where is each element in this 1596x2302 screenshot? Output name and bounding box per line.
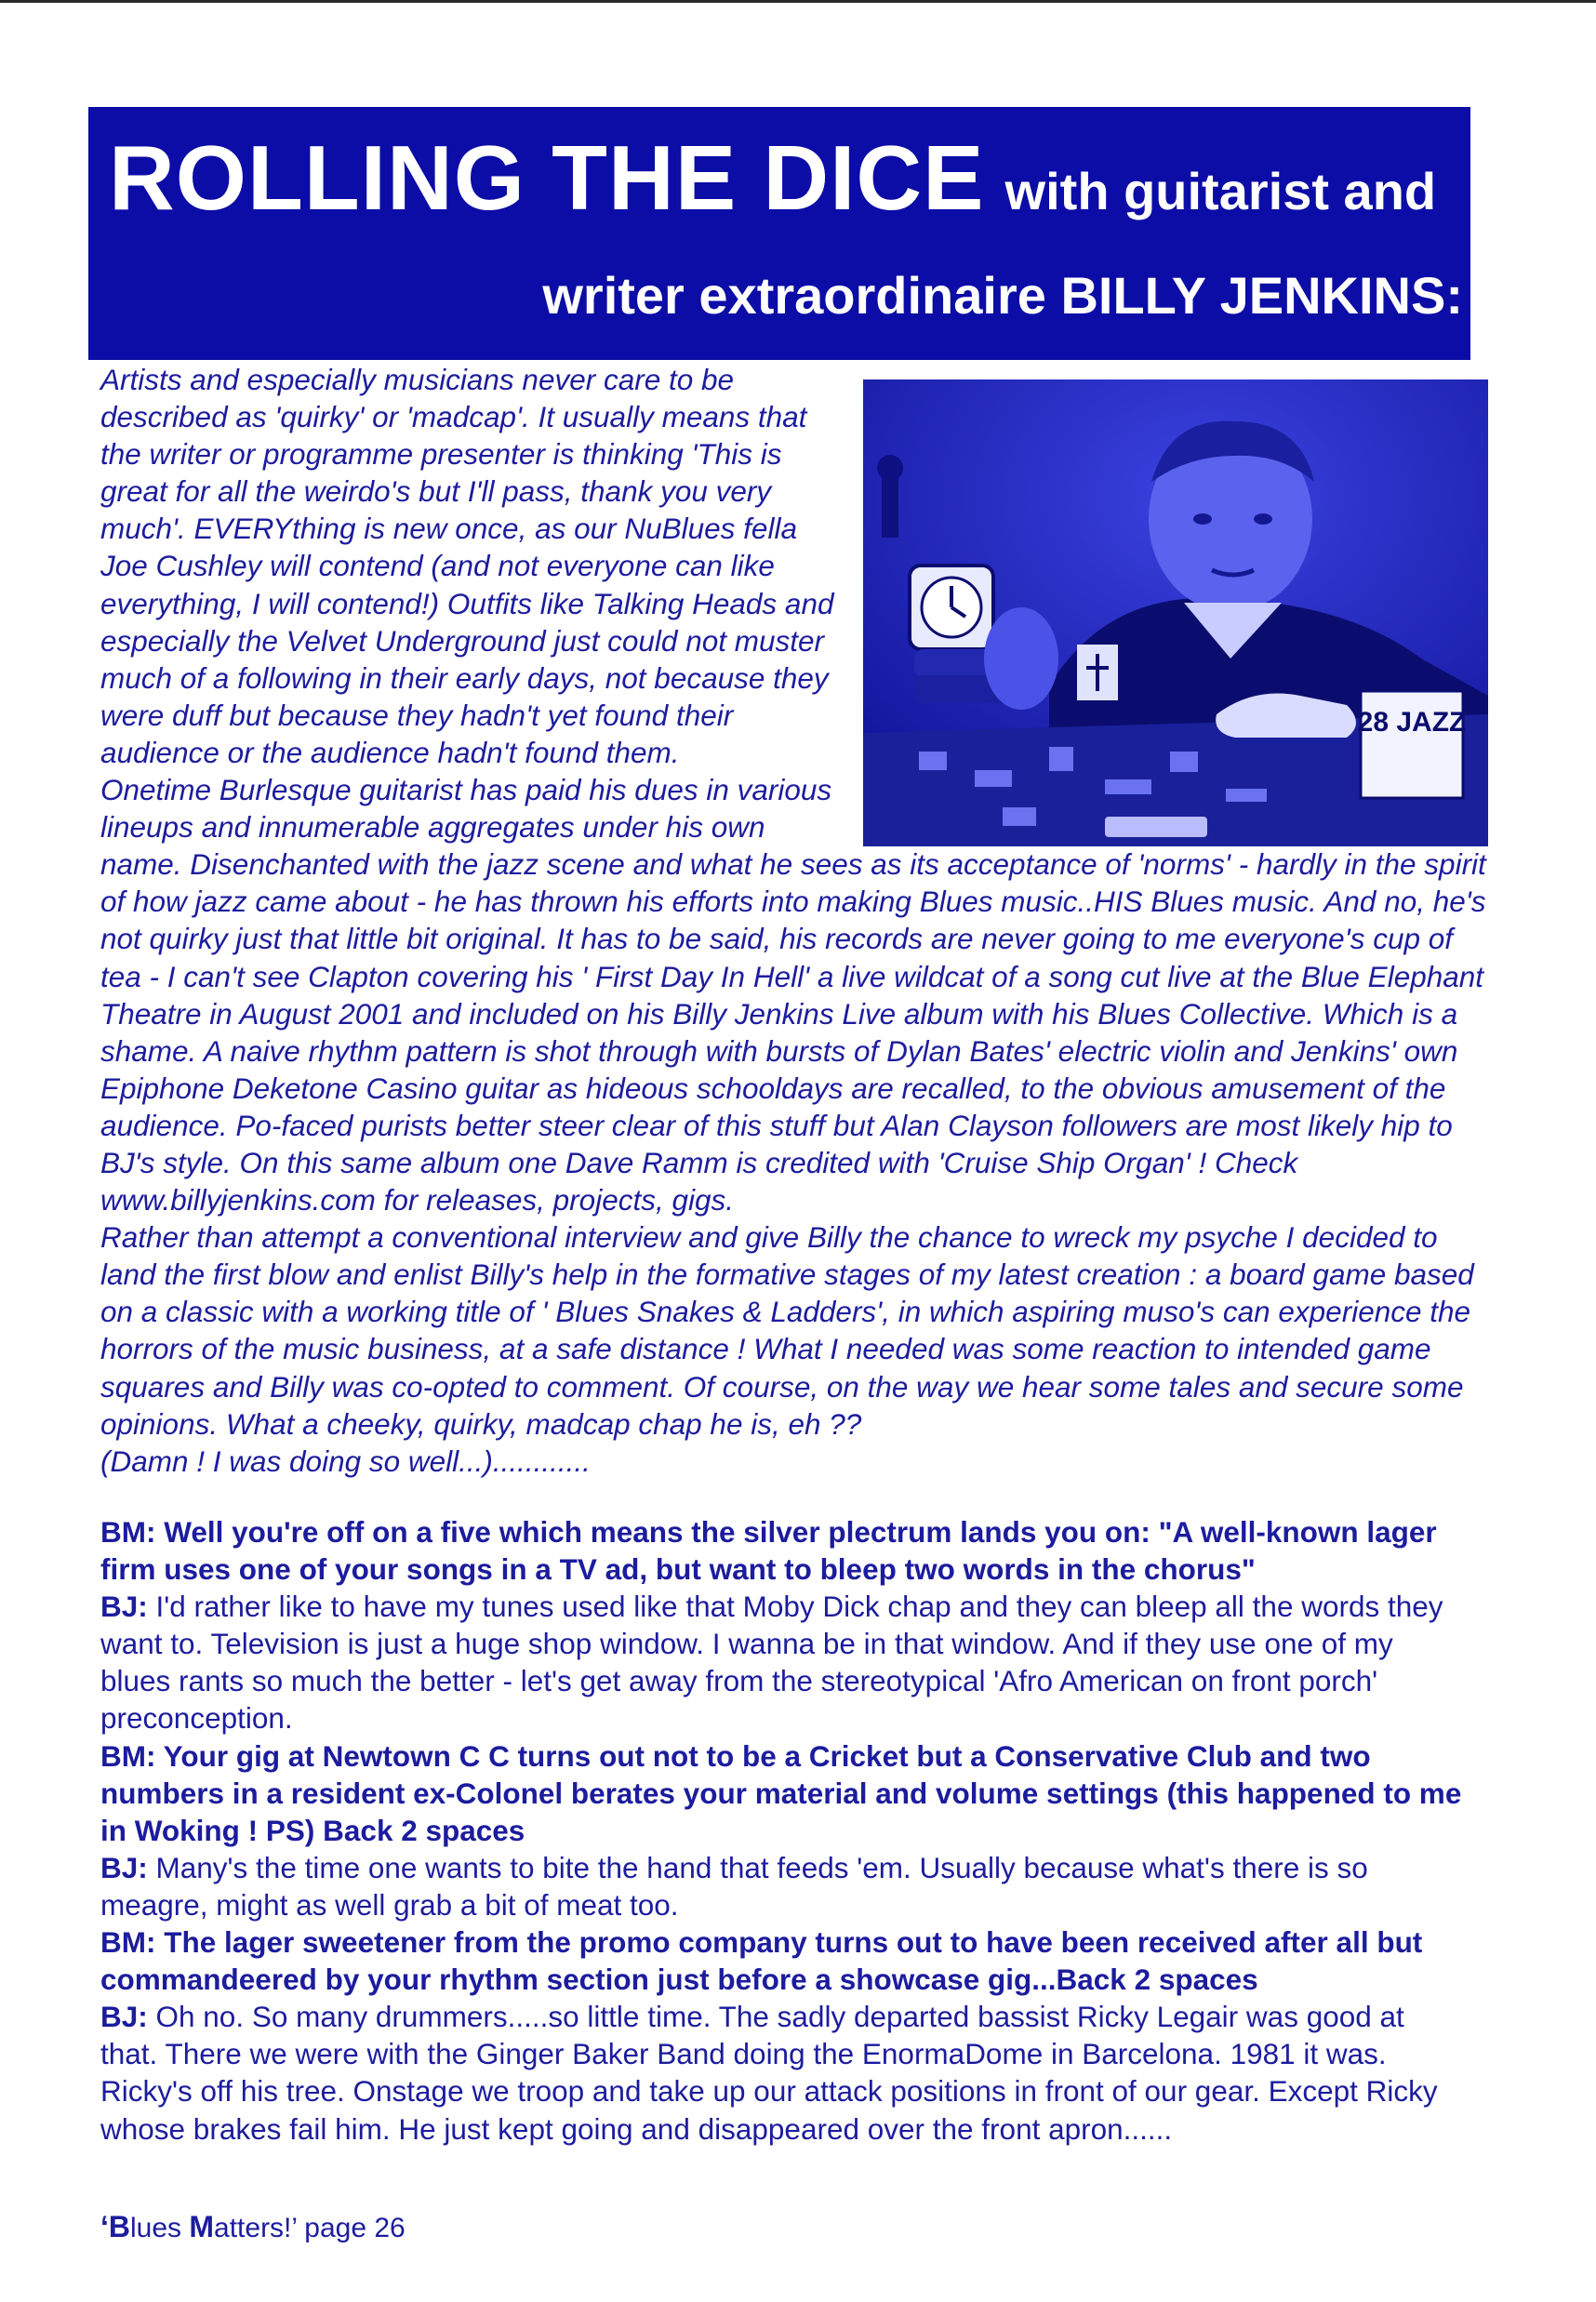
title-subtitle-part-1: with guitarist and [1004, 162, 1437, 220]
interview-body [100, 1513, 1468, 2148]
intro-paragraph-3: Rather than attempt a conventional interview and give Billy the chance to wreck my psyche I decided to land the first blow and enlist Billy's help in the formative stages of my latest creation : a board game based on a classic with a working title of ' Blues Snakes & Ladders', in which aspiring muso's can experience the horrors of the music business, at a safe distance ! What I needed was some reaction to intended game squares and Billy was co-opted to comment. Of course, on the way we hear some tales and secure some opinions. What a cheeky, quirky, madcap chap he is, eh ?? [100, 1220, 1474, 1441]
question-3: BM: The lager sweetener from the promo company turns out to have been received after all but commandeered by your rhythm section just before a showcase gig...Back 2 spaces [100, 1925, 1423, 1997]
question-1: BM: Well you're off on a five which means the silver plectrum lands you on: "A well-known lager firm uses one of your songs in a TV ad, but want to bleep two words in the chorus" [100, 1515, 1437, 1587]
answer-3-label: BJ: [100, 2000, 148, 2034]
answer-3-text: Oh no. So many drummers.....so little time. The sadly departed bassist Ricky Legair was good at that. There we were with the Ginger Baker Band doing the EnormaDome in Barcelona. 1981 it was. Ricky's off his tree. Onstage we troop and take up our attack positions in front of our gear. Except Ricky whose brakes fail him. He just kept going and disappeared over the front apron...... [100, 2000, 1438, 2146]
footer-lues: lues [130, 2213, 190, 2243]
photo-wrap-space [845, 361, 1496, 845]
intro-paragraph-2: Onetime Burlesque guitarist has paid his dues in various lineups and innumerable aggregates under his own name. Disenchanted with the jazz scene and what he sees as its acceptance of 'norms' - hardly in the spirit of how jazz came about - he has thrown his efforts into making Blues music..HIS Blues music. And no, he's not quirky just that little bit original. It has to be said, his records are never going to me everyone's cup of tea - I can't see Clapton covering his ' First Day In Hell' a live wildcat of a song cut live at the Blue Elephant Theatre in August 2001 and included on his Billy Jenkins Live album with his Blues Collective. Which is a shame. A naive rhythm pattern is shot through with bursts of Dylan Bates' electric violin and Jenkins' own Epiphone Deketone Casino guitar as hideous schooldays are recalled, to the obvious amusement of the audience. Po-faced purists better steer clear of this stuff but Alan Clayson followers are most likely hip to BJ's style. On this same album one Dave Ramm is credited with 'Cruise Ship Organ' ! Check www.billyjenkins.com for releases, projects, gigs. [100, 773, 1486, 1218]
title-subtitle-part-2: writer extraordinaire BILLY JENKINS: [542, 266, 1463, 325]
intro-paragraph-1: Artists and especially musicians never care to be described as 'quirky' or 'madcap'. It usually means that the writer or programme presenter is thinking 'This is great for all the weirdo's but I'll pass, thank you very much'. EVERYthing is new once, as our NuBlues fella Joe Cushley will contend (and not everyone can like everything, I will contend!) Outfits like Talking Heads and especially the Velvet Underground just could not muster much of a following in their early days, not because they were duff but because they hadn't yet found their audience or the audience hadn't found them. [100, 363, 834, 769]
page-title: ROLLING THE DICE [109, 126, 985, 229]
answer-2-text: Many's the time one wants to bite the hand that feeds 'em. Usually because what's there is so meagre, might as well grab a bit of meat too. [100, 1850, 1368, 1922]
top-rule [0, 0, 1596, 3]
answer-3 [100, 1998, 1468, 2147]
answer-1-label: BJ: [100, 1590, 148, 1624]
page-footer [100, 2210, 406, 2244]
answer-2-label: BJ: [100, 1850, 148, 1884]
answer-1-text: I'd rather like to have my tunes used like that Moby Dick chap and they can bleep all the words they want to. Television is just a huge shop window. I wanna be in that window. And if they use one of my blues rants so much the better - let's get away from the stereotypical 'Afro American on front porch' preconception. [100, 1590, 1443, 1736]
photo-sign-text: 28 JAZZ [1357, 707, 1467, 738]
footer-m: M [189, 2210, 215, 2243]
footer-quote: ‘ [100, 2210, 109, 2243]
question-2: BM: Your gig at Newtown C C turns out not to be a Cricket but a Conservative Club and two numbers in a resident ex-Colonel berates your material and volume settings (this happened to me in Woking ! PS) Back 2 spaces [100, 1738, 1462, 1847]
answer-1 [100, 1588, 1468, 1736]
footer-atters-page: atters!’ page 26 [214, 2213, 406, 2243]
footer-b: B [108, 2210, 130, 2243]
intro-paragraph-4: (Damn ! I was doing so well...)............ [100, 1444, 591, 1478]
title-banner [88, 107, 1470, 360]
article-intro [100, 361, 1496, 1480]
title-line-1 [109, 126, 1436, 231]
answer-2 [100, 1849, 1468, 1923]
